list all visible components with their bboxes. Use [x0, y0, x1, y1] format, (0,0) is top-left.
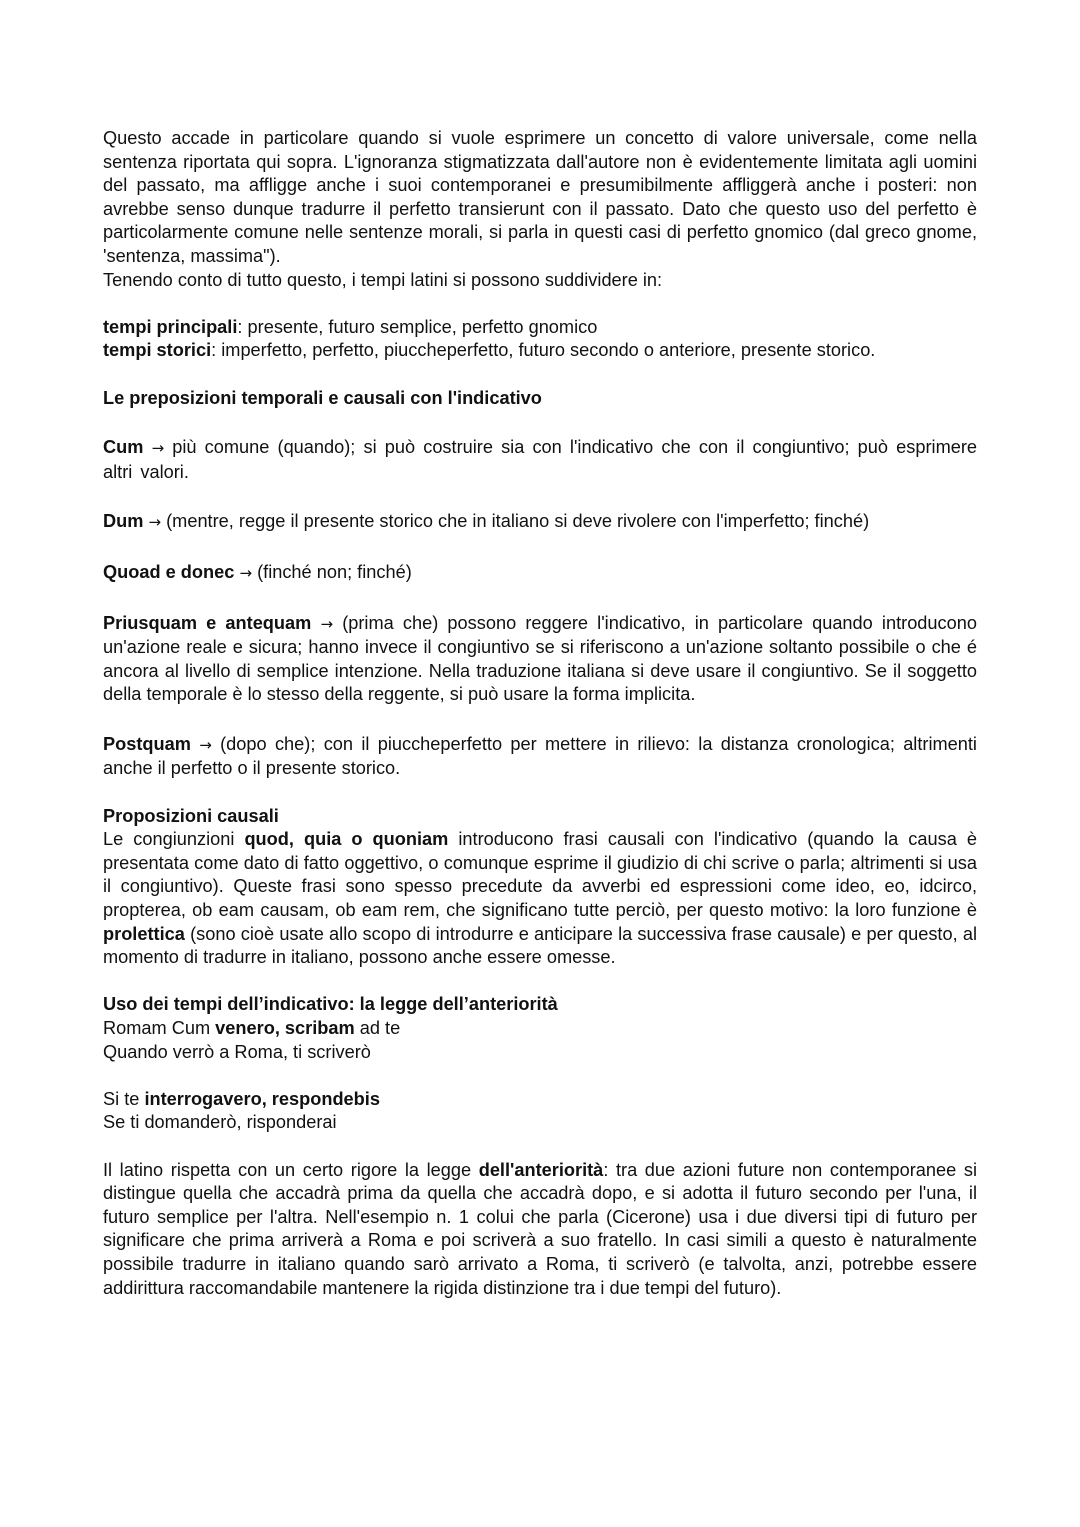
- entry-term: Cum: [103, 437, 144, 458]
- entry-term: Postquam: [103, 733, 191, 754]
- entry-text: (mentre, regge il presente storico che in italiano si deve rivolere con l'imperfetto; finché): [166, 511, 870, 532]
- explanation-text: Il latino rispetta con un certo rigore la legge: [103, 1159, 479, 1180]
- explanation-bold: dell'anteriorità: [478, 1159, 604, 1180]
- entry-priusquam-antequam: [103, 612, 977, 707]
- tempi-principali-label: tempi principali: [103, 316, 238, 337]
- example-text: Si te: [103, 1088, 145, 1109]
- intro-paragraph: Questo accade in particolare quando si vuole esprimere un concetto di valore universale, come nella sentenza riportata qui sopra. L'ignoranza stigmatizzata dall'autore non è evidentemente limitata agli uomini del passato, ma affligge anche i suoi contemporanei e presumibilmente affliggerà anche i posteri: non avrebbe senso dunque tradurre il perfetto transierunt con il passato. Dato che questo uso del perfetto è particolarmente comune nelle sentenze morali, si parla in questi casi di perfetto gnomico (dal greco gnome, 'sentenza, massima").: [103, 128, 977, 266]
- tempi-storici-label: tempi storici: [103, 340, 212, 361]
- tempi-storici-text: : imperfetto, perfetto, piuccheperfetto, futuro secondo o anteriore, presente storico.: [211, 340, 876, 361]
- example-text: ad te: [354, 1018, 401, 1038]
- example-text: Romam Cum: [103, 1018, 216, 1038]
- entry-dum: [103, 510, 977, 535]
- entry-term: Dum: [103, 511, 144, 532]
- causali-text: introducono frasi causali con l'indicativo (quando la causa è presentata come dato di fatto oggettivo, o comunque esprime il giudizio di chi scrive o parla; altrimenti si usa il congiuntivo). Queste frasi sono spesso precedute da avverbi ed espressioni come ideo, eo, idcirco, propterea, ob eam causam, ob eam rem, che significano tutte perciò, per questo motivo: la loro funzione è: [103, 829, 977, 921]
- example-bold: venero, scribam: [215, 1018, 355, 1038]
- section-heading-anteriorita-text: Uso dei tempi dell’indicativo: la legge dell’anteriorità: [103, 994, 558, 1015]
- entry-text: più comune (quando); si può costruire sia con l'indicativo che con il congiuntivo; può esprimere altri valori.: [103, 437, 978, 482]
- causali-text: (sono cioè usate allo scopo di introdurre e anticipare la successiva frase causale) e per questo, al momento di tradurre in italiano, possono anche essere omesse.: [103, 923, 977, 968]
- example-2-italian: Se ti domanderò, risponderai: [103, 1112, 337, 1133]
- example-1-italian: Quando verrò a Roma, ti scriverò: [103, 1041, 371, 1062]
- example-2-latin: [103, 1088, 977, 1112]
- section-heading-temporali-text: Le preposizioni temporali e causali con l'indicativo: [103, 387, 542, 408]
- causali-conjunctions: quod, quia o quoniam: [244, 829, 449, 850]
- causali-prolettica: prolettica: [103, 923, 185, 944]
- arrow-right-icon: →: [320, 614, 334, 633]
- section-heading-causali: [103, 805, 977, 829]
- entry-term: Quoad e donec: [103, 561, 235, 582]
- causali-text: Le congiunzioni: [103, 829, 245, 850]
- arrow-right-icon: →: [199, 735, 212, 754]
- tempi-principali: [103, 316, 977, 340]
- section-heading-anteriorita: [103, 993, 977, 1017]
- entry-text: (dopo che); con il piuccheperfetto per mettere in rilievo: la distanza cronologica; altrimenti anche il perfetto o il presente storico.: [103, 733, 977, 779]
- entry-postquam: [103, 733, 977, 781]
- explanation-text: : tra due azioni future non contemporanee si distingue quella che accadrà prima da quella che accadrà dopo, e si adotta il futuro secondo per l'una, il futuro semplice per l'altra. Nell'esempio n. 1 colui che parla (Cicerone) usa i due diversi tipi di futuro per significare che prima arriverà a Roma e poi scriverà a suo fratello. In casi simili a questo è naturalmente possibile tradurre in italiano quando sarò arrivato a Roma, ti scriverò (e talvolta, anzi, potrebbe essere addirittura raccomandabile mantenere la rigida distinzione tra i due tempi del futuro).: [103, 1159, 977, 1298]
- example-bold: interrogavero, respondebis: [144, 1088, 380, 1109]
- tempi-storici: [103, 339, 977, 363]
- entry-text: (prima che) possono reggere l'indicativo, in particolare quando introducono un'azione reale e sicura; hanno invece il congiuntivo se si riferiscono a un'azione soltanto possibile o che é ancora al livello di semplice intenzione. Nella traduzione italiana si deve usare il congiuntivo. Se il soggetto della temporale è lo stesso della reggente, si può usare la forma implicita.: [103, 612, 977, 705]
- intro-closing: Tenendo conto di tutto questo, i tempi latini si possono suddividere in:: [103, 269, 663, 290]
- tempi-principali-text: : presente, futuro semplice, perfetto gnomico: [237, 316, 598, 337]
- document-page: [103, 127, 977, 1300]
- entry-text: (finché non; finché): [257, 561, 412, 582]
- entry-term: Priusquam e antequam: [103, 612, 312, 633]
- section-heading-causali-text: Proposizioni causali: [103, 805, 279, 826]
- arrow-right-icon: →: [151, 439, 165, 458]
- entry-quoad-donec: [103, 561, 977, 586]
- arrow-right-icon: →: [148, 513, 162, 532]
- example-1-latin: [103, 1017, 977, 1041]
- entry-cum: [103, 436, 977, 484]
- arrow-right-icon: →: [239, 563, 253, 582]
- causali-paragraph: [103, 828, 977, 970]
- anteriorita-explanation: [103, 1159, 977, 1301]
- section-heading-temporali: [103, 387, 977, 411]
